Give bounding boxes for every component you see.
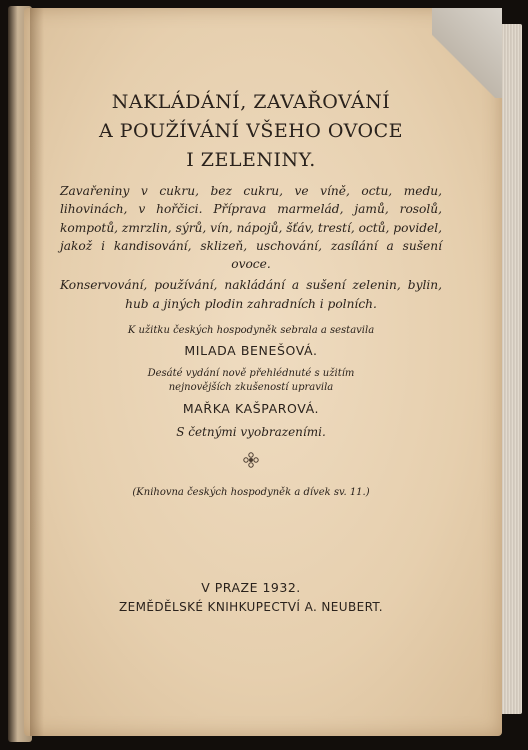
publisher-name: ZEMĚDĚLSKÉ KNIHKUPECTVÍ A. NEUBERT. xyxy=(119,600,383,614)
title-line-3: I ZELENINY. xyxy=(186,149,316,171)
title-page-content xyxy=(60,88,442,508)
floral-ornament-icon xyxy=(60,451,442,473)
description-preserves: Zavařeniny v cukru, bez cukru, ve víně, octu, medu, lihovinách, v hořčici. Příprava marmelád, jamů, rosolů, kompotů, zmrzlin, sýrů, vín, nápojů, šťáv, trestí, octů, povidel, jakož i kandisování, sklizeň, uschování, zasílání a sušení ovoce. xyxy=(60,184,442,272)
title-line-1: NAKLÁDÁNÍ, ZAVAŘOVÁNÍ xyxy=(111,91,391,113)
title-line-2: A POUŽÍVÁNÍ VŠEHO OVOCE xyxy=(98,120,404,142)
edition-note xyxy=(60,367,442,395)
compiled-by-text: K užitku českých hospodyněk sebrala a sestavila xyxy=(127,325,375,337)
description-vegetables: Konservování, používání, nakládání a sušení zelenin, bylin, hub a jiných plodin zahradních i polních. xyxy=(60,278,442,311)
torn-corner xyxy=(432,8,502,98)
place-and-year: V PRAZE 1932. xyxy=(201,580,301,595)
edition-line-2: nejnovějších zkušeností upravila xyxy=(168,382,334,394)
book-title xyxy=(60,88,442,175)
author-name: MILADA BENEŠOVÁ. xyxy=(184,343,318,359)
editor-name: MAŘKA KAŠPAROVÁ. xyxy=(182,401,320,417)
illustrations-note: S četnými vyobrazeními. xyxy=(176,425,326,440)
series-note: (Knihovna českých hospodyněk a dívek sv. 11.) xyxy=(132,487,370,499)
imprint xyxy=(60,580,442,614)
edition-line-1: Desáté vydání nově přehlédnuté s užitím xyxy=(147,368,355,380)
